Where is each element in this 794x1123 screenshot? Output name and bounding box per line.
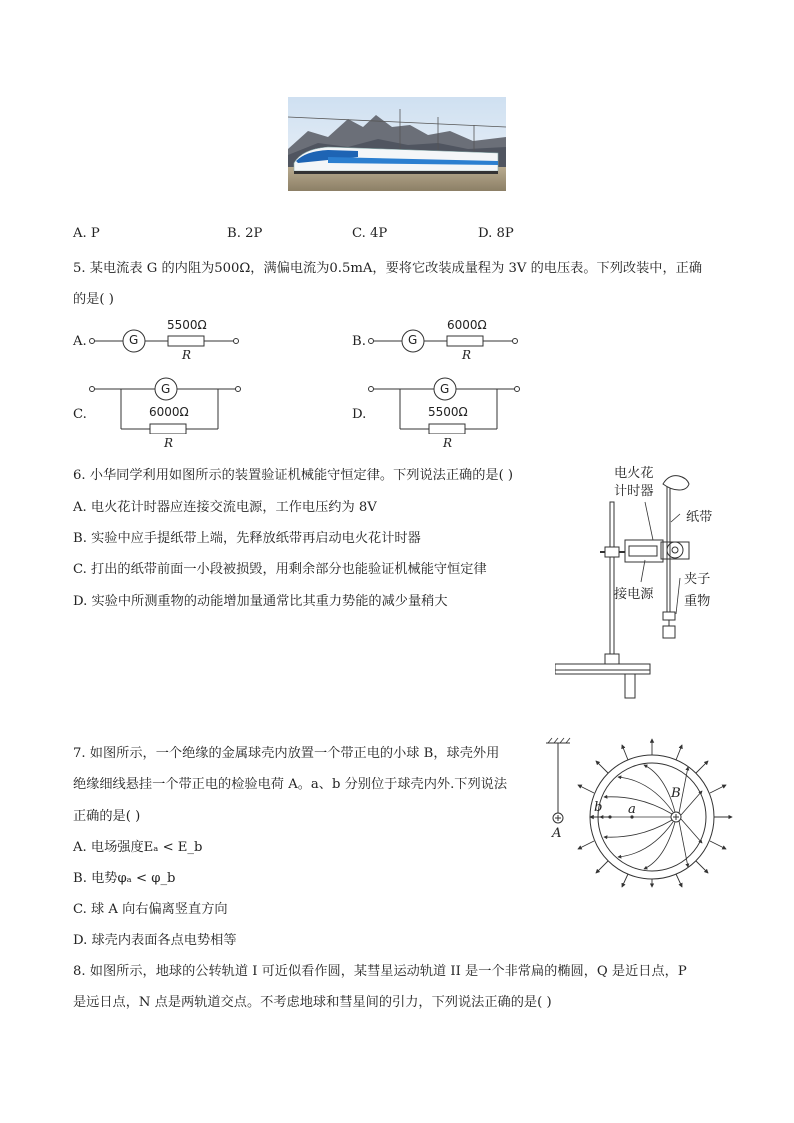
q7-label-a: a: [628, 802, 636, 817]
q7-option-d: D. 球壳内表面各点电势相等: [73, 933, 237, 948]
train-photo: [288, 97, 506, 195]
q6-option-b: B. 实验中应手提纸带上端，先释放纸带再启动电火花计时器: [73, 531, 421, 546]
q7-stem-line1: 7. 如图所示，一个绝缘的金属球壳内放置一个带正电的小球 B，球壳外用: [73, 746, 500, 761]
q7-field-figure: [540, 735, 740, 890]
q7-label-A: A: [552, 826, 562, 841]
q5-b-r-symbol: R: [462, 348, 472, 362]
q6-label-clip: 夹子: [684, 572, 711, 587]
q5-option-d-label: D.: [352, 407, 367, 422]
q5-option-b-label: B.: [352, 334, 366, 349]
q4-option-a: A. P: [73, 226, 100, 241]
q5-d-r-symbol: R: [443, 436, 453, 450]
q4-option-d: D. 8P: [478, 226, 514, 241]
q6-label-weight: 重物: [684, 594, 711, 609]
q6-label-power: 接电源: [614, 587, 654, 602]
q5-option-a-label: A.: [73, 334, 87, 349]
q7-label-b: b: [594, 800, 603, 815]
q6-option-d: D. 实验中所测重物的动能增加量通常比其重力势能的减少量稍大: [73, 594, 448, 609]
q7-stem-line2: 绝缘细线悬挂一个带正电的检验电荷 A。a、b 分别位于球壳内外.下列说法: [73, 777, 508, 792]
q4-option-c: C. 4P: [352, 226, 388, 241]
q5-d-galvanometer: G: [440, 382, 450, 396]
q4-option-b: B. 2P: [227, 226, 263, 241]
q5-d-resistance: 5500Ω: [428, 405, 468, 419]
q7-stem-line3: 正确的是( ): [73, 809, 141, 824]
q5-b-galvanometer: G: [408, 333, 418, 347]
q6-label-timer-line1: 电火花: [614, 466, 654, 481]
q5-a-resistance: 5500Ω: [167, 318, 207, 332]
q7-label-B: B: [671, 786, 681, 801]
q6-stem: 6. 小华同学利用如图所示的装置验证机械能守恒定律。下列说法正确的是( ): [73, 468, 514, 483]
q5-c-galvanometer: G: [161, 382, 171, 396]
q8-stem-line1: 8. 如图所示，地球的公转轨道 I 可近似看作圆，某彗星运动轨道 II 是一个非常扁的椭圆，Q 是近日点，P: [73, 964, 687, 979]
q6-label-timer-line2: 计时器: [614, 484, 654, 499]
q6-label-tape: 纸带: [686, 510, 713, 525]
q5-b-resistance: 6000Ω: [447, 318, 487, 332]
q5-a-r-symbol: R: [182, 348, 192, 362]
q5-option-c-label: C.: [73, 407, 87, 422]
q8-stem-line2: 是远日点，N 点是两轨道交点。不考虑地球和彗星间的引力，下列说法正确的是( ): [73, 995, 552, 1010]
q5-c-r-symbol: R: [164, 436, 174, 450]
q5-stem-line1: 5. 某电流表 G 的内阻为500Ω，满偏电流为0.5mA，要将它改装成量程为 3V 的电压表。下列改装中，正确: [73, 261, 703, 276]
q5-a-galvanometer: G: [129, 333, 139, 347]
q6-option-c: C. 打出的纸带前面一小段被损毁，用剩余部分也能验证机械能守恒定律: [73, 562, 487, 577]
q5-stem-line2: 的是( ): [73, 292, 114, 307]
q6-option-a: A. 电火花计时器应连接交流电源，工作电压约为 8V: [73, 500, 377, 515]
q7-option-a: A. 电场强度Eₐ < E_b: [73, 840, 203, 855]
q7-option-c: C. 球 A 向右偏离竖直方向: [73, 902, 228, 917]
q5-c-resistance: 6000Ω: [149, 405, 189, 419]
q7-option-b: B. 电势φₐ < φ_b: [73, 871, 176, 886]
